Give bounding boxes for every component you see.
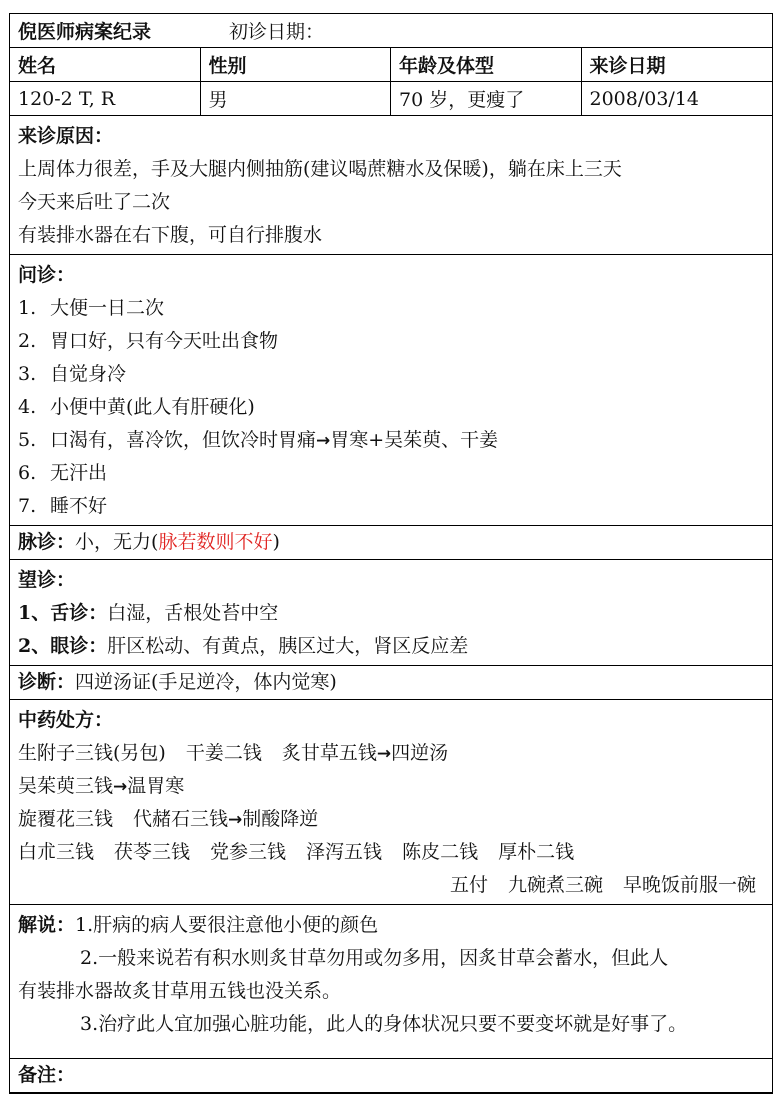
pulse-section: 脉诊：小，无力(脉若数则不好) <box>10 526 772 560</box>
list-item: 7. 睡不好 <box>18 495 108 517</box>
pulse-label: 脉诊： <box>18 531 76 553</box>
info-values-row <box>10 82 772 116</box>
page-title: 倪医师病案纪录 <box>18 21 152 43</box>
header-age-build: 年龄及体型 <box>391 48 582 81</box>
eye-label: 2、眼诊： <box>18 635 108 657</box>
tongue-label: 1、舌诊： <box>18 602 108 624</box>
visit-reason-line: 上周体力很差，手及大腿内侧抽筋(建议喝蔗糖水及保暖)，躺在床上三天 <box>18 158 622 180</box>
list-item: 1. 大便一日二次 <box>18 297 165 319</box>
notes-label: 备注： <box>18 1064 76 1086</box>
visit-reason-section <box>10 116 772 255</box>
list-item: 4. 小便中黄(此人有肝硬化) <box>18 396 255 418</box>
explanation-label: 解说： <box>18 914 76 936</box>
visit-reason-line: 今天来后吐了二次 <box>18 191 171 213</box>
inquiry-label: 问诊： <box>18 264 76 286</box>
case-record-form <box>9 13 773 1094</box>
list-item: 5. 口渴有，喜冷饮，但饮冷时胃痛→胃寒+吴茱萸、干姜 <box>18 429 499 451</box>
right-arrow-icon: → <box>113 777 128 797</box>
list-item: 2. 胃口好，只有今天吐出食物 <box>18 330 279 352</box>
diagnosis-section <box>10 666 772 700</box>
patient-age-build: 70 岁，更瘦了 <box>391 82 582 115</box>
diagnosis-text: 四逆汤证(手足逆冷，体内觉寒) <box>75 671 337 693</box>
visit-reason-line: 有装排水器在右下腹，可自行排腹水 <box>18 224 323 246</box>
explanation-paragraph: 3.治疗此人宜加强心脏功能，此人的身体状况只要不要变坏就是好事了。 <box>80 1013 688 1035</box>
inquiry-section <box>10 255 772 526</box>
prescription-label: 中药处方： <box>18 709 114 731</box>
pulse-warning: 脉若数则不好 <box>158 531 273 553</box>
pulse-text: 小，无力( <box>75 531 159 553</box>
title-row <box>10 14 772 48</box>
observation-label: 望诊： <box>18 569 76 591</box>
explanation-paragraph: 有装排水器故炙甘草用五钱也没关系。 <box>18 980 342 1002</box>
eye-text: 肝区松动、有黄点，胰区过大，肾区反应差 <box>107 635 469 657</box>
tongue-text: 白湿，舌根处苔中空 <box>107 602 279 624</box>
prescription-line: 白朮三钱 茯苓三钱 党参三钱 泽泻五钱 陈皮二钱 厚朴二钱 <box>18 841 575 863</box>
notes-section <box>10 1059 772 1093</box>
header-visit-date: 来诊日期 <box>589 55 666 77</box>
observation-section <box>10 560 772 666</box>
info-header-row <box>10 48 772 82</box>
list-item: 6. 无汗出 <box>18 462 108 484</box>
explanation-paragraph: 2.一般来说若有积水则炙甘草勿用或勿多用，因炙甘草会蓄水，但此人 <box>80 947 669 969</box>
right-arrow-icon: → <box>376 744 392 764</box>
visit-reason-label: 来诊原因： <box>18 125 114 147</box>
right-arrow-icon: → <box>316 431 331 451</box>
first-visit-date-label: 初诊日期： <box>229 21 325 43</box>
explanation-section: 解说：1.肝病的病人要很注意他小便的颜色 2.一般来说若有积水则炙甘草勿用或勿多用，因炙甘草会蓄水，但此人 有装排水器故炙甘草用五钱也没关系。 3.治疗此人宜加强心脏功能，此人的身体状况只要不要变坏就是好事了。 <box>10 905 772 1059</box>
prescription-dosage: 五付 九碗煮三碗 早晚饭前服一碗 <box>449 874 756 896</box>
header-name: 姓名 <box>10 48 201 81</box>
prescription-line: 吴茱萸三钱→温胃寒 <box>18 775 185 797</box>
header-gender: 性别 <box>201 48 392 81</box>
list-item: 3. 自觉身冷 <box>18 363 127 385</box>
prescription-section <box>10 700 772 905</box>
right-arrow-icon: → <box>228 810 243 830</box>
case-record-table <box>9 13 773 1094</box>
diagnosis-label: 诊断： <box>18 671 76 693</box>
patient-name: 120-2 T, R <box>10 82 201 115</box>
prescription-line: 旋覆花三钱 代赭石三钱→制酸降逆 <box>18 808 319 830</box>
prescription-line: 生附子三钱(另包) 干姜二钱 炙甘草五钱→四逆汤 <box>18 742 449 764</box>
visit-date: 2008/03/14 <box>589 87 700 110</box>
patient-gender: 男 <box>201 82 392 115</box>
